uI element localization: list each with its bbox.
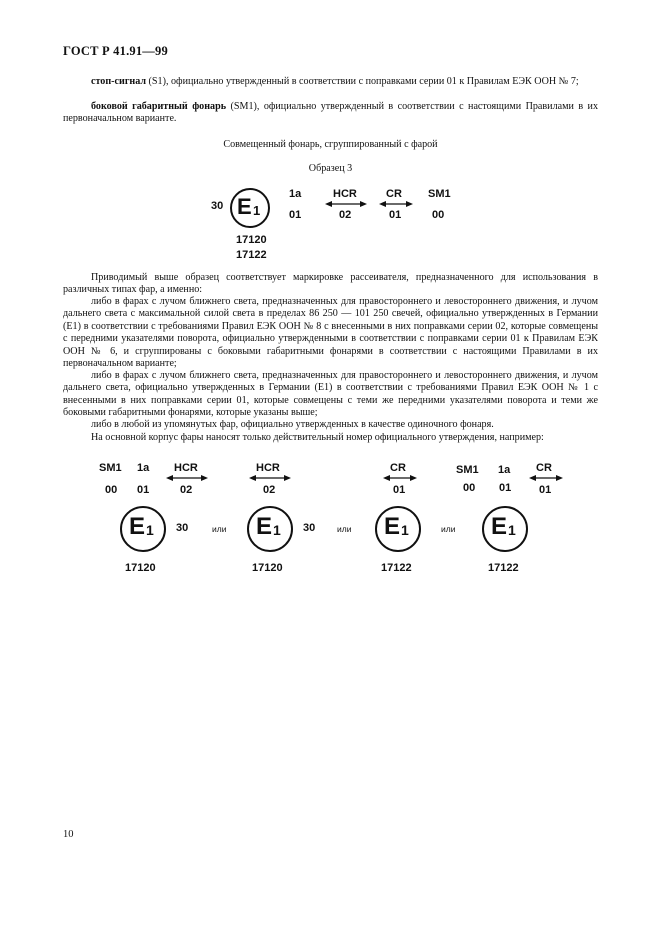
ex3-number-1: 01 [393, 484, 406, 496]
double-arrow-icon [249, 475, 291, 481]
e-mark-number: 1 [508, 522, 516, 538]
document-header: ГОСТ Р 41.91—99 [63, 44, 168, 58]
ex4-number-2: 01 [499, 482, 512, 494]
body-paragraph-1: Приводимый выше образец соответствует маркировке рассеивателя, предназначенного для использования в различных типах фар, а именно: [63, 272, 598, 296]
e-mark-number: 1 [273, 522, 281, 538]
ex4-number-3: 01 [539, 484, 552, 496]
sample-number-2: 02 [339, 209, 352, 221]
ex4-code-1: SM1 [456, 464, 479, 476]
ex1-approval: 17120 [125, 562, 156, 574]
sample-code-3: CR [386, 188, 402, 200]
ex4-number-1: 00 [463, 482, 476, 494]
ex1-number-2: 01 [137, 484, 150, 496]
sample-code-4: SM1 [428, 188, 451, 200]
e-mark-letter: E [491, 513, 508, 540]
e-mark-circle [230, 188, 270, 228]
ex2-code-1: HCR [256, 462, 280, 474]
sample-number-1: 01 [289, 209, 302, 221]
ex1-code-3: HCR [174, 462, 198, 474]
ex3-code-1: CR [390, 462, 406, 474]
sample-code-1: 1a [289, 188, 302, 200]
e-mark-letter: E [384, 513, 401, 540]
sample-prefix: 30 [211, 200, 224, 212]
ex4-approval: 17122 [488, 562, 519, 574]
ex1-code-1: SM1 [99, 462, 122, 474]
e-mark-circle [482, 506, 528, 552]
sample-approval-2: 17122 [236, 249, 267, 261]
double-arrow-icon [166, 475, 208, 481]
double-arrow-icon [383, 475, 417, 481]
intro-paragraph-stop-signal [63, 76, 598, 88]
ex1-side-number: 30 [176, 522, 189, 534]
sample-number-3: 01 [389, 209, 402, 221]
ex1-number-3: 02 [180, 484, 193, 496]
body-paragraph-3: либо в фарах с лучом ближнего света, предназначенных для правостороннего и левостороннего движения, и лучом дальнего света, официально утвержденных в Германии (E1) в соответствии с требованиями Правил ЕЭК ООН № 1 с внесенными в них поправками серии 01, которые совмещены с теми же передними указателями поворота и теми же боковыми габаритными фонарями, которые указаны выше; [63, 370, 598, 419]
body-paragraph-4: либо в любой из упомянутых фар, официально утвержденных в качестве одиночного фонаря. [91, 419, 494, 430]
e-mark-number: 1 [401, 522, 409, 538]
ex3-approval: 17122 [381, 562, 412, 574]
e-mark-letter: E [129, 513, 146, 540]
ex4-code-3: CR [536, 462, 552, 474]
double-arrow-icon [379, 201, 413, 207]
ex2-number-1: 02 [263, 484, 276, 496]
intro-text-2: (SM1), официально утвержденный в соответствии с настоящими Правилами в их первоначальном варианте. [63, 101, 598, 125]
or-separator-2: или [337, 524, 352, 534]
e-mark-number: 1 [146, 522, 154, 538]
e-mark-number: 1 [253, 203, 261, 218]
ex1-code-2: 1a [137, 462, 150, 474]
e-mark-letter: E [256, 513, 273, 540]
e-mark-circle [247, 506, 293, 552]
body-paragraph-5: На основной корпус фары наносят только действительный номер официального утверждения, например: [91, 432, 544, 443]
e-mark-circle [375, 506, 421, 552]
or-separator-1: или [212, 524, 227, 534]
double-arrow-icon [325, 201, 367, 207]
ex4-code-2: 1a [498, 464, 511, 476]
term-side-marker: боковой габаритный фонарь [91, 101, 227, 112]
sample-code-2: HCR [333, 188, 357, 200]
e-mark-circle [120, 506, 166, 552]
intro-text-1: (S1), официально утвержденный в соответствии с поправками серии 01 к Правилам ЕЭК ООН № 7; [146, 76, 579, 87]
section-title: Совмещенный фонарь, сгруппированный с фарой [223, 139, 438, 150]
double-arrow-icon [529, 475, 563, 481]
intro-paragraph-side-marker [63, 101, 598, 126]
sample-number-4: 00 [432, 209, 445, 221]
or-separator-3: или [441, 524, 456, 534]
sample-title: Образец 3 [308, 163, 353, 174]
e-mark-letter: E [237, 194, 252, 219]
body-paragraph-2: либо в фарах с лучом ближнего света, предназначенных для правостороннего и левостороннего движения, и лучом дальнего света с максимальной силой света в пределах 86 250 — 101 250 свечей, официально утвержденных в Германии (E1) в соответствии с требованиями Правил ЕЭК ООН № 8 с внесенными в них поправками серии 02, которые совмещены с передними указателями поворота, официально утвержденными в соответствии с поправками серии 01 к Правилам ЕЭК ООН № 6, и сгруппированы с боковыми габаритными фонарями в соответствии с настоящими Правилами в их первоначальном варианте; [63, 296, 598, 370]
sample-approval-1: 17120 [236, 234, 267, 246]
page-number: 10 [63, 829, 74, 840]
ex1-number-1: 00 [105, 484, 118, 496]
ex2-approval: 17120 [252, 562, 283, 574]
ex2-side-number: 30 [303, 522, 316, 534]
term-stop-signal: стоп-сигнал [91, 76, 147, 87]
